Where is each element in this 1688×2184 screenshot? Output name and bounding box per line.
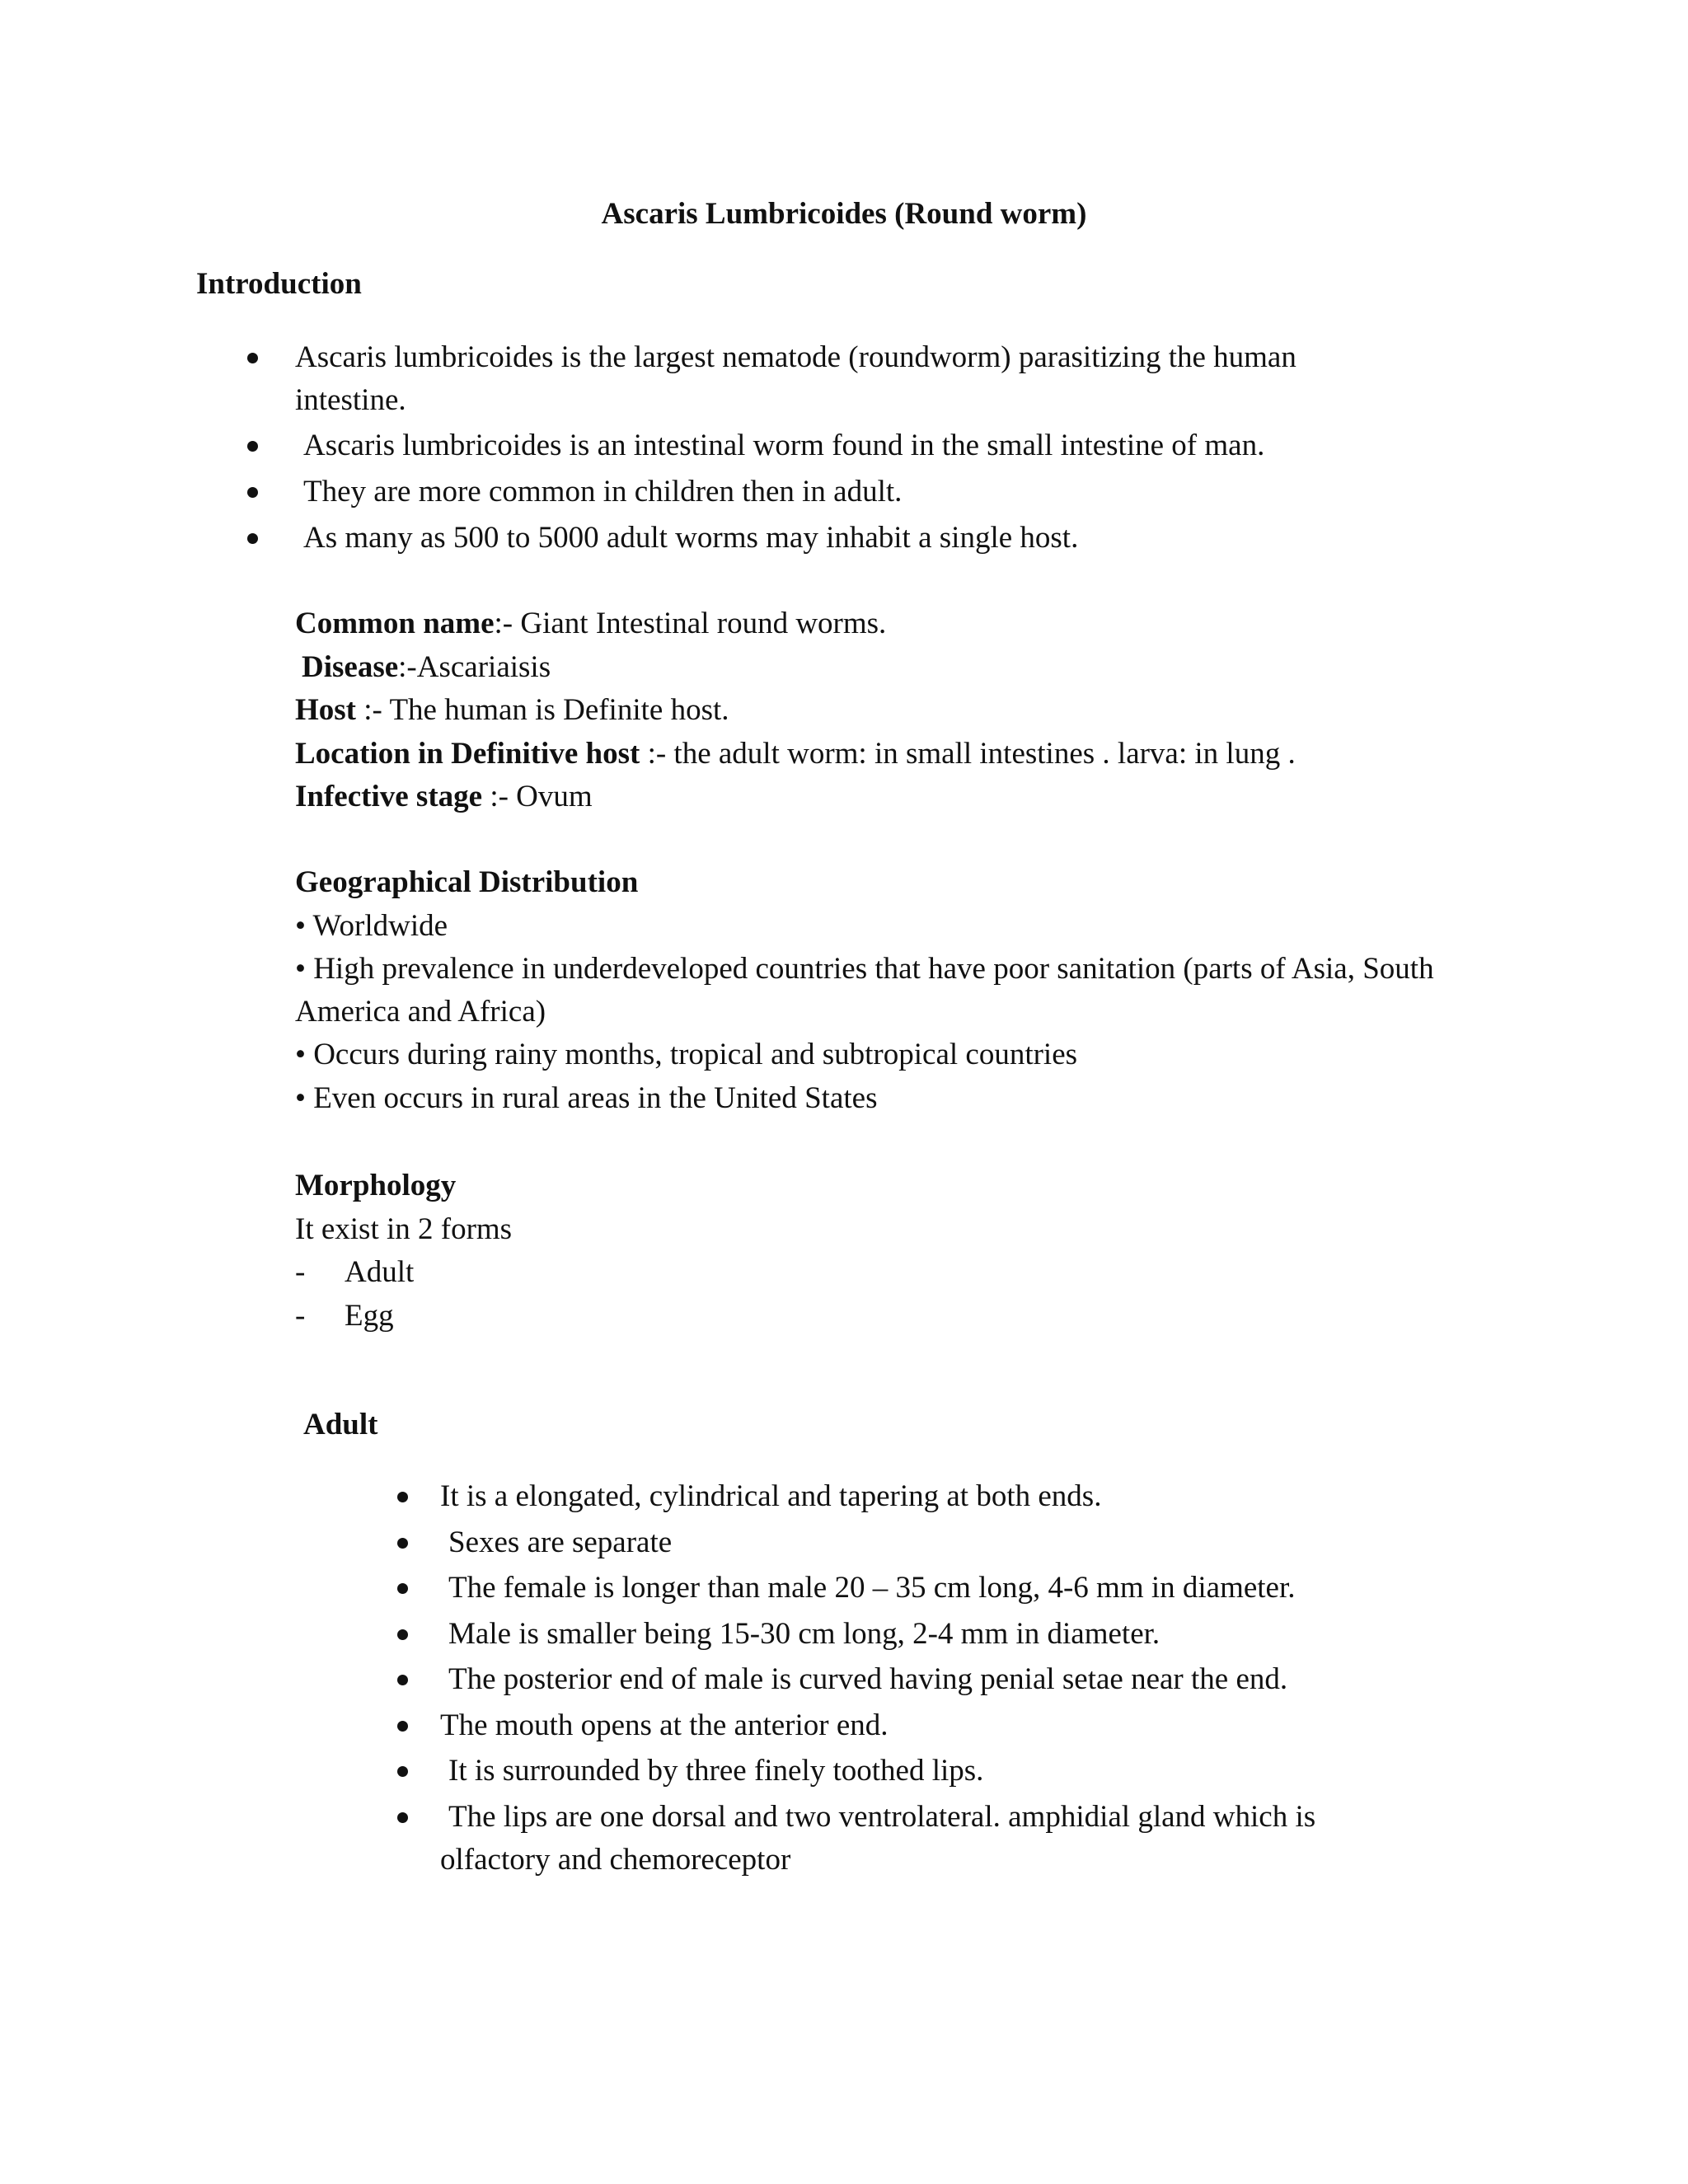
- list-item: It is a elongated, cylindrical and tapering at both ends.: [440, 1475, 1429, 1521]
- list-item: Sexes are separate: [440, 1521, 1429, 1568]
- bullet-icon: [397, 1492, 408, 1502]
- bullet-icon: [397, 1675, 408, 1685]
- bullet-icon: [397, 1812, 408, 1823]
- adult-heading: Adult: [303, 1408, 378, 1441]
- list-item: Ascaris lumbricoides is the largest nematode (roundworm) parasitizing the human intestine.: [295, 336, 1400, 424]
- list-item: • Occurs during rainy months, tropical and subtropical countries: [295, 1038, 1078, 1071]
- bullet-icon: [397, 1583, 408, 1594]
- list-item: Male is smaller being 15-30 cm long, 2-4 mm in diameter.: [440, 1613, 1429, 1659]
- fact-infective-stage: Infective stage :- Ovum: [295, 780, 593, 813]
- bullet-icon: [247, 533, 258, 544]
- document-title: Ascaris Lumbricoides (Round worm): [601, 197, 1087, 231]
- bullet-icon: [397, 1721, 408, 1732]
- list-item: • Even occurs in rural areas in the United States: [295, 1080, 878, 1115]
- list-item: It is surrounded by three finely toothed lips.: [440, 1750, 1429, 1796]
- fact-common-name: Common name:- Giant Intestinal round worms.: [295, 607, 887, 640]
- fact-host: Host :- The human is Definite host.: [295, 693, 729, 727]
- introduction-heading: Introduction: [196, 267, 362, 301]
- list-item: - Adult: [295, 1255, 415, 1289]
- facts-block: [295, 602, 1296, 819]
- list-item: • Worldwide: [295, 908, 448, 943]
- bullet-icon: [397, 1538, 408, 1549]
- list-item: Ascaris lumbricoides is an intestinal worm found in the small intestine of man.: [295, 424, 1400, 471]
- introduction-list: [295, 336, 1400, 563]
- adult-list: [440, 1475, 1429, 1884]
- fact-disease: Disease:-Ascariaisis: [302, 649, 551, 684]
- list-item: As many as 500 to 5000 adult worms may inhabit a single host.: [295, 517, 1400, 563]
- list-item: The mouth opens at the anterior end.: [440, 1704, 1429, 1750]
- morphology-block: [295, 1165, 512, 1338]
- list-item: - Egg: [295, 1298, 394, 1333]
- bullet-icon: [397, 1629, 408, 1640]
- morphology-heading: Morphology: [295, 1169, 457, 1202]
- geography-heading: Geographical Distribution: [295, 865, 639, 899]
- bullet-icon: [247, 487, 258, 498]
- bullet-icon: [397, 1766, 408, 1777]
- list-item: The female is longer than male 20 – 35 cm long, 4-6 mm in diameter.: [440, 1567, 1429, 1613]
- list-item: The lips are one dorsal and two ventrolateral. amphidial gland which is olfactory and chemoreceptor: [440, 1796, 1429, 1884]
- bullet-icon: [247, 353, 258, 363]
- list-item: The posterior end of male is curved having penial setae near the end.: [440, 1658, 1429, 1704]
- list-item: They are more common in children then in adult.: [295, 471, 1400, 517]
- fact-location: Location in Definitive host :- the adult worm: in small intestines . larva: in lung .: [295, 736, 1296, 771]
- list-item: • High prevalence in underdeveloped countries that have poor sanitation (parts of Asia, South America and Africa): [295, 952, 1434, 1029]
- bullet-icon: [247, 441, 258, 452]
- geography-block: [295, 861, 1449, 1120]
- morphology-intro: It exist in 2 forms: [295, 1212, 513, 1246]
